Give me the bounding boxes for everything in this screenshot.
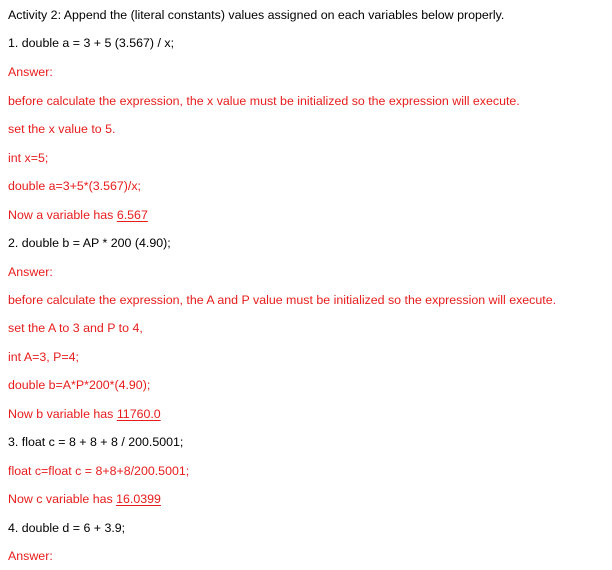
- activity-title: Activity 2: Append the (literal constants) values assigned on each variables below properly.: [8, 8, 505, 22]
- answer-2-line-4: double b=A*P*200*(4.90);: [8, 378, 151, 392]
- answer-2-line-1: before calculate the expression, the A and P value must be initialized so the expression will execute.: [8, 293, 557, 307]
- result-prefix: Now b variable has: [8, 407, 117, 421]
- answer-1-result: [8, 207, 148, 223]
- question-1: 1. double a = 3 + 5 (3.567) / x;: [8, 36, 175, 50]
- question-4: 4. double d = 6 + 3.9;: [8, 521, 126, 535]
- answer-2-result: [8, 406, 161, 422]
- result-prefix: Now a variable has: [8, 208, 117, 222]
- answer-3-line-1: float c=float c = 8+8+8/200.5001;: [8, 464, 190, 478]
- answer-2-line-3: int A=3, P=4;: [8, 350, 79, 364]
- answer-1-line-4: double a=3+5*(3.567)/x;: [8, 179, 141, 193]
- answer-label-4: Answer:: [8, 549, 53, 563]
- question-3: 3. float c = 8 + 8 + 8 / 200.5001;: [8, 435, 184, 449]
- result-value: 11760.0: [116, 407, 161, 421]
- question-2: 2. double b = AP * 200 (4.90);: [8, 236, 171, 250]
- result-prefix: Now c variable has: [8, 492, 117, 506]
- answer-2-line-2: set the A to 3 and P to 4,: [8, 321, 143, 335]
- result-value: 16.0399: [116, 492, 161, 506]
- answer-label-2: Answer:: [8, 265, 53, 279]
- result-value: 6.567: [116, 208, 148, 222]
- answer-3-result: [8, 491, 161, 507]
- answer-label-1: Answer:: [8, 65, 53, 79]
- answer-1-line-1: before calculate the expression, the x value must be initialized so the expression will execute.: [8, 94, 520, 108]
- answer-1-line-2: set the x value to 5.: [8, 122, 116, 136]
- answer-1-line-3: int x=5;: [8, 151, 49, 165]
